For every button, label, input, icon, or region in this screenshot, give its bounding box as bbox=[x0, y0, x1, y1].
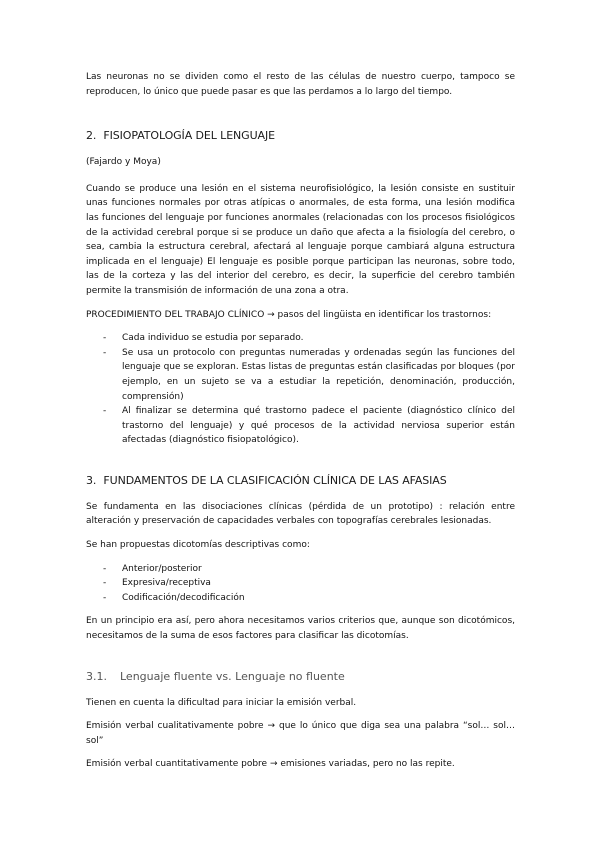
section-3-1-number: 3.1. bbox=[86, 669, 107, 683]
section-3-1-heading bbox=[86, 670, 515, 684]
list-item: - Cada individuo se estudia por separado. bbox=[86, 331, 515, 346]
section-3-1-line-1: Tienen en cuenta la dificultad para iniciar la emisión verbal. bbox=[86, 697, 357, 708]
intro-paragraph: Las neuronas no se dividen como el resto de las células de nuestro cuerpo, tampoco se reproducen, lo único que puede pasar es que las perdamos a lo largo del tiempo. bbox=[86, 72, 515, 97]
list-item: - Al finalizar se determina qué trastorno padece el paciente (diagnóstico clínico del trastorno del lenguaje) y qué procesos de la actividad nerviosa superior están afectadas (diagnóstico fisiopatológico). bbox=[86, 404, 515, 448]
section-3-title: FUNDAMENTOS DE LA CLASIFICACIÓN CLÍNICA DE LAS AFASIAS bbox=[103, 473, 447, 487]
section-2-citation: (Fajardo y Moya) bbox=[86, 157, 161, 168]
section-3-paragraph-1: Se fundamenta en las disociaciones clínicas (pérdida de un prototipo) : relación entre alteración y preservación de capacidades verbales con topografías cerebrales lesionadas. bbox=[86, 501, 515, 527]
section-2-number: 2. bbox=[86, 129, 97, 143]
list-item: - Se usa un protocolo con preguntas numeradas y ordenadas según las funciones del lenguaje que se exploran. Estas listas de preguntas están clasificadas por bloques (por ejemplo, en un sujeto se va a estudiar la repetición, denominación, producción, comprensión) bbox=[86, 346, 515, 404]
document-page bbox=[86, 70, 515, 772]
list-item: - Anterior/posterior bbox=[86, 562, 515, 577]
procedure-steps-list bbox=[86, 331, 515, 448]
section-2-title: FISIOPATOLOGÍA DEL LENGUAJE bbox=[103, 129, 275, 143]
list-item: - Expresiva/receptiva bbox=[86, 576, 515, 591]
procedure-line: PROCEDIMIENTO DEL TRABAJO CLÍNICO → pasos del lingüista en identificar los trastornos: bbox=[86, 309, 492, 320]
section-3-1-line-2: Emisión verbal cualitativamente pobre → que lo único que diga sea una palabra “sol… sol… sol” bbox=[86, 721, 515, 746]
section-3-paragraph-3: En un principio era así, pero ahora necesitamos varios criterios que, aunque son dicotómicos, necesitamos de la suma de esos factores para clasificar las dicotomías. bbox=[86, 616, 515, 642]
section-2-paragraph: Cuando se produce una lesión en el sistema neurofisiológico, la lesión consiste en sustituir unas funciones normales por otras atípicas o anormales, de esta forma, una lesión modifica las funciones del lenguaje por funciones anormales (relacionadas con los procesos fisiológicos de la actividad cerebral porque si se produce un daño que afecta a la fisiología del cerebro, o sea, cambia la estructura cerebral, afectará al lenguaje porque cambiará alguna estructura implicada en el lenguaje) El lenguaje es posible porque participan las neuronas, sobre todo, las de la corteza y las del interior del cerebro, es decir, la superficie del cerebro también permite la transmisión de información de una zona a otra. bbox=[86, 183, 515, 296]
section-2-heading bbox=[86, 129, 515, 143]
section-3-1-title: Lenguaje fluente vs. Lenguaje no fluente bbox=[120, 669, 345, 683]
list-item: - Codificación/decodificación bbox=[86, 591, 515, 606]
section-3-1-line-3: Emisión verbal cuantitativamente pobre → emisiones variadas, pero no las repite. bbox=[86, 759, 455, 770]
section-3-heading bbox=[86, 474, 515, 488]
section-3-paragraph-2: Se han propuestas dicotomías descriptivas como: bbox=[86, 540, 310, 551]
section-3-number: 3. bbox=[86, 473, 97, 487]
dichotomies-list bbox=[86, 562, 515, 606]
